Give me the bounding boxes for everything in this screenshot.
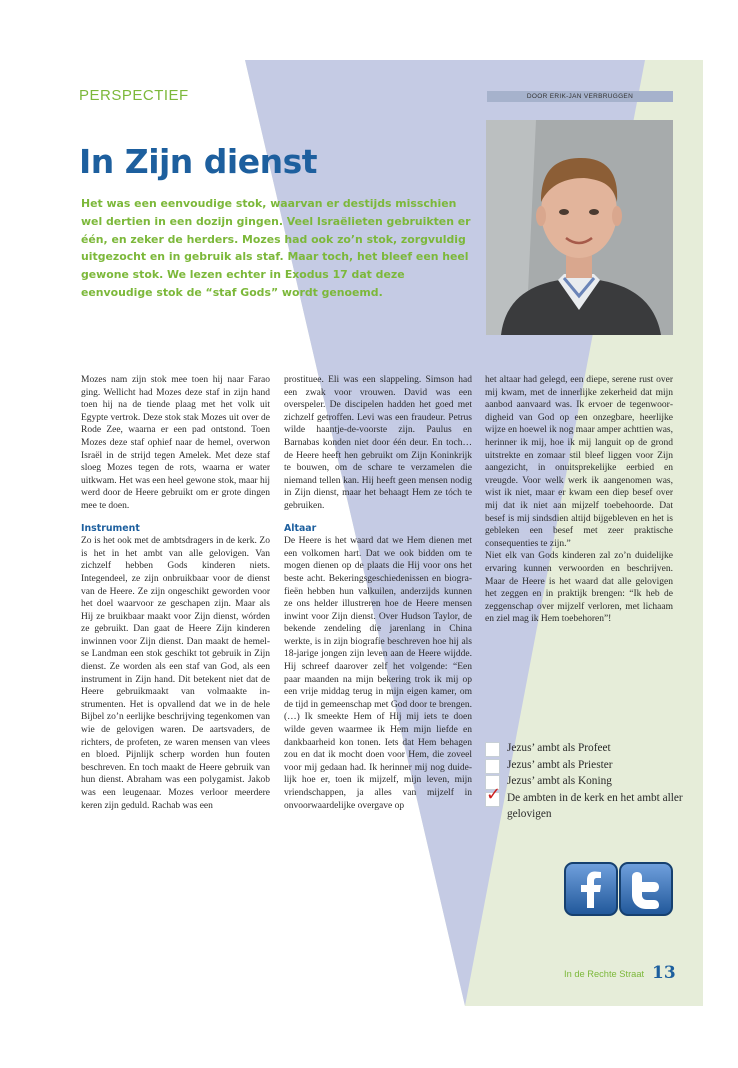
series-checklist — [485, 740, 685, 823]
twitter-glyph — [621, 864, 671, 914]
paragraph: prostituee. Eli was een slappeling. Simson had een zwak voor vrouwen. David was een overspeler. De discipelen hadden het goed met zichzelf getroffen. Levi was een fraudeur. Petrus wilde haantje-de-voorste zijn. Paulus en Barnabas konden niet door één deur. En toch… de Heere heeft hen gebruikt om Zijn Koninkrijk te bouwen, om de schare te verzamelen die niemand tellen kan. Hij heeft geen mensen nodig in Zijn dienst, maar het behaagt Hem ze tóch te gebruiken. — [284, 375, 472, 511]
magazine-name: In de Rechte Straat — [564, 969, 645, 979]
paragraph: Mozes nam zijn stok mee toen hij naar Farao ging. Wellicht had Mozes deze staf in zijn hand toen hij na de tiende plaag met het volk uit Egypte vertrok. Deze stok stak Mozes uit over de Rode Zee, waarna er een pad ontstond. Toen Mozes deze staf ophief naar de hemel, overwon Israël in de strijd tegen Amelek. Met deze staf sloeg Mozes tegen de rots, waarna er water uitkwam. Het was een heel gewone stok, maar hij werd door de Heere gebruikt om er grote dingen mee te doen. — [81, 375, 270, 511]
checklist-label: Jezus’ ambt als Profeet — [507, 742, 611, 754]
column-2 — [284, 374, 472, 812]
author-byline: DOOR ERIK-JAN VERBRUGGEN — [487, 91, 673, 102]
section-label: PERSPECTIEF — [79, 87, 189, 104]
checklist-item — [485, 740, 685, 757]
paragraph: Niet elk van Gods kinderen zal zo’n duidelijke ervaring kunnen verwoorden en beschrijven. Maar de Heere is het waard dat alle gelovigen het zeggen en in praktijk brengen: “Ik heb de zeggenschap over mijzelf verloren, met lichaam en ziel mag ik Hem toebehoren”! — [485, 551, 673, 625]
twitter-icon[interactable] — [619, 862, 673, 916]
checklist-label: Jezus’ ambt als Koning — [507, 775, 612, 787]
paragraph: De Heere is het waard dat we Hem dienen met een volkomen hart. Dat we ook bidden om te mogen dienen op de plaats die Hij voor ons het beste acht. Bekeringsgeschiedenissen en biografieën hebben hun valkuilen, anderzijds kunnen ze ons helder illustreren hoe de Heere mensen inwint voor Zijn dienst. Over Hudson Taylor, de bekende zendeling die jarenlang in China werkte, is in zijn biografie beschreven hoe hij als 18-jarige jongen zijn leven aan de Heere wijdde. Hij schreef daarover zelf het volgende: “Een paar maanden na mijn bekering trok ik mij op een vrije middag terug in mijn eigen kamer, om de tijd in gemeenschap met God door te brengen. (…) Ik smeekte Hem of Hij mij iets te doen wilde geven waarmee ik Hem mijn liefde en dankbaarheid kon tonen. Iets dat Hem behagen zou en dat ik mocht doen voor Hem, die zoveel voor mij gedaan had. Ik herinner mij nog duidelijk hoe er, toen ik mijzelf, mijn leven, mijn vriendschappen, ja alles van mijzelf in onvoorwaardelijke overgave op — [284, 536, 472, 811]
author-portrait-illustration — [486, 120, 673, 335]
paragraph: het altaar had gelegd, een diepe, serene rust over mij kwam, met de innerlijke zekerheid dat mijn aanbod aanvaard was. Ik ervoer de tegenwoordigheid van God op een onzegbare, heerlijke wijze en hoewel ik nog maar amper achttien was, herinner ik mij, hoe ik mij languit op de grond uitstrekte en zomaar stil bleef liggen voor Zijn aangezicht, in onuitsprekelijke eerbied en vreugde. Voor welk werk ik aangenomen was, wist ik niet, maar er kwam een diep besef over mij dat ik niet aan mijzelf toebehoorde. Dat besef is mij sindsdien altijd bijgebleven en het is gebleken een besef met zeer praktische consequenties te zijn.” — [485, 375, 673, 549]
checklist-label: De ambten in de kerk en het ambt aller gelovigen — [507, 791, 683, 820]
subheading-instrument: Instrument — [81, 522, 140, 534]
magazine-page — [35, 60, 703, 1006]
checkbox-empty — [485, 759, 500, 774]
checklist-label: Jezus’ ambt als Priester — [507, 758, 613, 771]
paragraph: Zo is het ook met de ambtsdragers in de kerk. Zo is het in het ambt van alle gelovigen. Van zichzelf hebben Gods kinderen niets. Integendeel, ze zijn onbruikbaar voor de dienst van de Heere. Ze zijn ongeschikt geworden voor het doel waarvoor ze geschapen zijn. Maar als Hij ze bruikbaar maakt voor Zijn dienst, wórden ze gebruikt. Dan gaat de Heere Zijn kinderen inwinnen voor Zijn dienst. Dan maakt de hemelse Landman een stok geschikt tot gebruik in Zijn dienst. Ze worden als een staf van God, als een instrument in Zijn hand. Dit betekent niet dat de Heere gebruikmaakt van volmaakte instrumenten. Het is opvallend dat we in de hele Bijbel zo’n eerlijke beschrijving tegenkomen van wie de gelovigen waren. De aartsvaders, de richters, de profeten, ze waren mensen van vlees en bloed. Pijnlijk scherp worden hun fouten beschreven. En toch maakt de Heere gebruik van hun dienst. Abraham was een polygamist. Jakob was een leugenaar. Mozes verloor meerdere keren zijn geduld. Rachab was een — [81, 536, 270, 811]
column-1 — [81, 374, 270, 812]
checkbox-empty — [485, 742, 500, 757]
checklist-item — [485, 773, 685, 790]
subheading-altaar: Altaar — [284, 522, 317, 534]
checklist-item — [485, 757, 685, 774]
checklist-item — [485, 783, 685, 823]
page-number: 13 — [652, 963, 676, 983]
author-photo — [486, 120, 673, 335]
article-intro: Het was een eenvoudige stok, waarvan er destijds misschien wel dertien in een dozijn gingen. Veel Israëlieten gebruikten er één, en zeker de herders. Mozes had ook zo’n stok, zorgvuldig uitgezocht en in gebruik als staf. Maar toch, het bleef een heel gewone stok. We lezen echter in Exodus 17 dat deze eenvoudige stok de “staf Gods” wordt genoemd. — [81, 197, 471, 299]
checkmark-icon: ✓ — [486, 783, 502, 805]
facebook-icon[interactable] — [564, 862, 618, 916]
facebook-glyph — [566, 864, 616, 914]
article-title: In Zijn dienst — [79, 142, 318, 181]
column-3 — [485, 374, 673, 626]
